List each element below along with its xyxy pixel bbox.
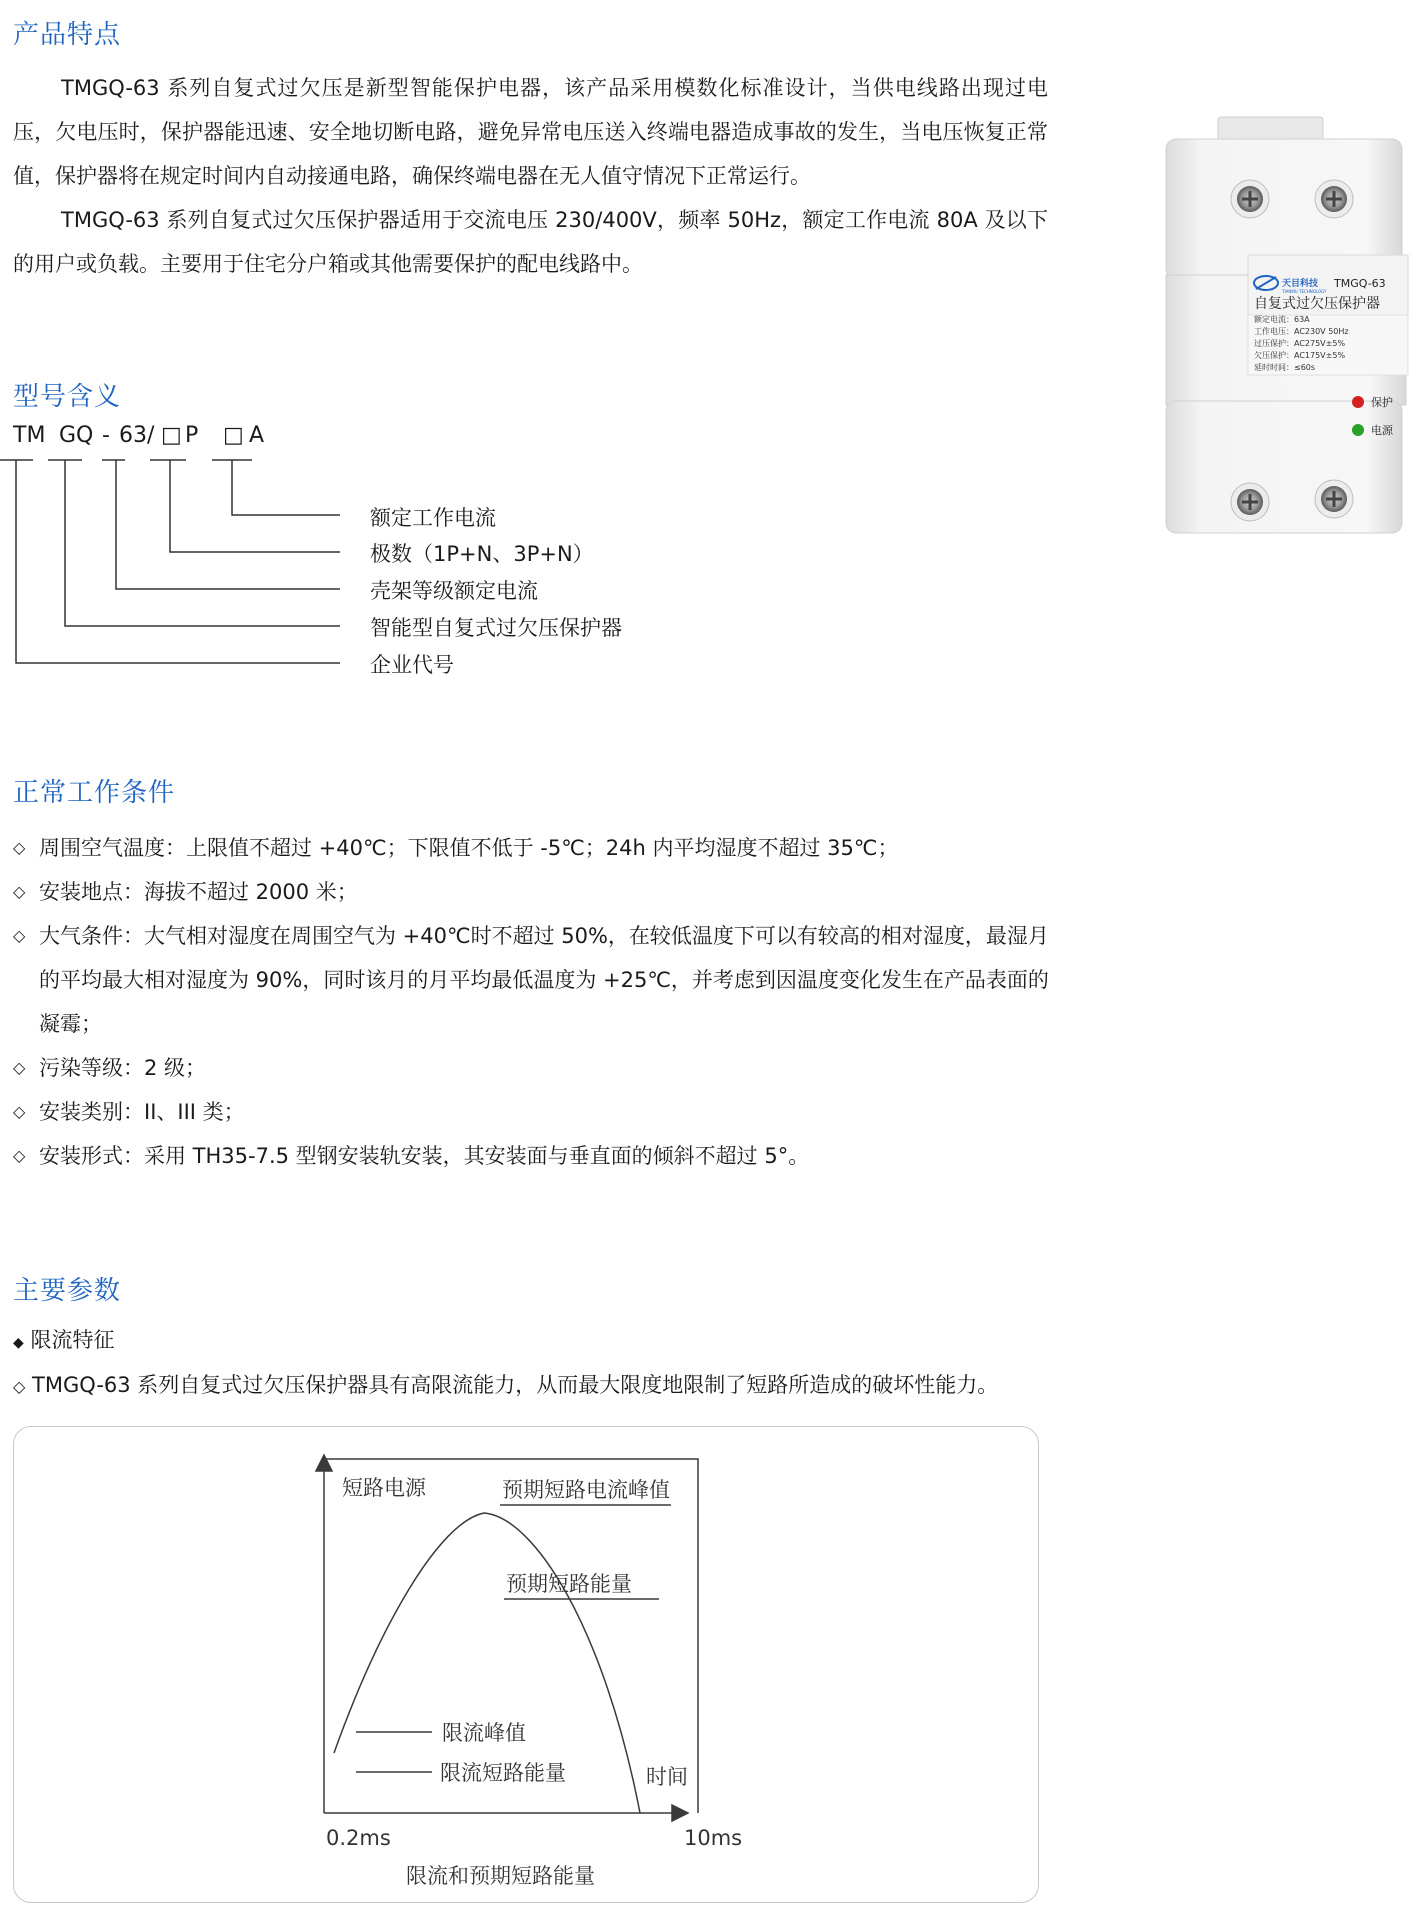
product-spec-2: 工作电压：AC230V 50Hz — [1254, 327, 1349, 336]
y-axis-arrow-icon — [316, 1455, 332, 1471]
product-spec-1: 额定电流：63A — [1254, 315, 1310, 324]
chart-label-peak-expected: 预期短路电流峰值 — [502, 1478, 670, 1502]
meaning-frame-current: 壳架等级额定电流 — [370, 579, 538, 603]
diamond-bullet-icon: ◇ — [13, 882, 26, 901]
model-code-dash: - — [102, 423, 110, 448]
diamond-bullet-icon: ◇ — [13, 1058, 26, 1077]
conditions-list — [13, 826, 1053, 1178]
diamond-bullet-icon: ◇ — [13, 838, 26, 857]
product-brand: 天目科技 — [1282, 279, 1319, 289]
product-brand-en: TIANMU TECHNOLOGY — [1282, 289, 1327, 294]
product-model: TMGQ-63 — [1334, 277, 1386, 290]
protect-led-icon — [1352, 396, 1364, 408]
params-heading: 主要参数 — [13, 1276, 122, 1306]
meaning-rated-current: 额定工作电流 — [370, 506, 496, 530]
product-spec-4: 欠压保护：AC175V±5% — [1254, 351, 1346, 360]
product-spec-3: 过压保护：AC275V±5% — [1254, 339, 1346, 348]
model-code-tm: TM — [13, 423, 46, 448]
model-code-gq: GQ — [59, 423, 94, 448]
chart-label-energy-expected: 预期短路能量 — [506, 1572, 632, 1596]
list-item: ◇ 安装形式：采用 TH35-7.5 型钢安装轨安装，其安装面与垂直面的倾斜不超过 5°。 — [13, 1134, 1053, 1178]
model-code-p: P — [185, 423, 199, 448]
params-subtitle: ◆ 限流特征 — [13, 1328, 115, 1352]
filled-diamond-bullet-icon: ◆ — [13, 1335, 24, 1351]
chart-label-energy-limited: 限流短路能量 — [440, 1761, 566, 1785]
x-axis-arrow-icon — [672, 1805, 688, 1821]
conditions-heading: 正常工作条件 — [13, 778, 176, 808]
list-item: ◇ 污染等级：2 级； — [13, 1046, 1053, 1090]
model-code-box2: □ — [223, 423, 244, 448]
meaning-poles: 极数（1P+N、3P+N） — [370, 542, 594, 566]
diamond-bullet-icon: ◇ — [13, 926, 26, 945]
meaning-product-type: 智能型自复式过欠压保护器 — [370, 616, 622, 640]
diamond-bullet-icon: ◇ — [13, 1146, 26, 1165]
list-item: ◇ 大气条件：大气相对湿度在周围空气为 +40℃时不超过 50%，在较低温度下可以有较高的相对湿度，最湿月的平均最大相对湿度为 90%，同时该月的月平均最低温度为 +25℃，并考虑到因温度变化发生在产品表面的凝霉； — [13, 914, 1053, 1046]
chart-frame — [324, 1459, 698, 1813]
features-heading: 产品特点 — [13, 20, 122, 50]
chart-x-label: 时间 — [646, 1765, 688, 1789]
model-code-a: A — [249, 423, 265, 448]
model-code-box1: □ — [161, 423, 182, 448]
list-item: ◇ 安装类别：II、III 类； — [13, 1090, 1053, 1134]
protect-led-label: 保护 — [1371, 396, 1393, 409]
chart-label-peak-limited: 限流峰值 — [442, 1721, 526, 1745]
model-code-num: 63/ — [119, 423, 155, 448]
list-item: ◇ 安装地点：海拔不超过 2000 米； — [13, 870, 1053, 914]
diamond-bullet-icon: ◇ — [13, 1102, 26, 1121]
power-led-label: 电源 — [1371, 424, 1393, 437]
power-led-icon — [1352, 424, 1364, 436]
product-name: 自复式过欠压保护器 — [1254, 296, 1380, 312]
features-paragraph-1: TMGQ-63 系列自复式过欠压是新型智能保护电器，该产品采用模数化标准设计，当供电线路出现过电压，欠电压时，保护器能迅速、安全地切断电路，避免异常电压送入终端电器造成事故的发生，当电压恢复正常值，保护器将在规定时间内自动接通电路，确保终端电器在无人值守情况下正常运行。 — [13, 76, 1048, 188]
diamond-bullet-icon: ◇ — [13, 1377, 26, 1396]
chart-x-start: 0.2ms — [326, 1826, 391, 1850]
chart-caption: 限流和预期短路能量 — [406, 1864, 595, 1888]
chart-x-end: 10ms — [684, 1826, 743, 1850]
list-item: ◇ 周围空气温度：上限值不超过 +40℃；下限值不低于 -5℃；24h 内平均湿度不超过 35℃； — [13, 826, 1053, 870]
product-spec-5: 延时时间：≤60s — [1254, 363, 1316, 372]
chart-y-label: 短路电源 — [342, 1476, 426, 1500]
meaning-company-code: 企业代号 — [370, 653, 454, 677]
params-description: ◇ TMGQ-63 系列自复式过欠压保护器具有高限流能力，从而最大限度地限制了短路所造成的破坏性能力。 — [13, 1373, 999, 1397]
features-paragraph-2: TMGQ-63 系列自复式过欠压保护器适用于交流电压 230/400V，频率 50Hz，额定工作电流 80A 及以下的用户或负载。主要用于住宅分户箱或其他需要保护的配电线路中。 — [13, 208, 1048, 276]
product-image — [1158, 115, 1414, 545]
current-limiting-chart — [13, 1426, 1039, 1903]
model-heading: 型号含义 — [13, 382, 122, 412]
